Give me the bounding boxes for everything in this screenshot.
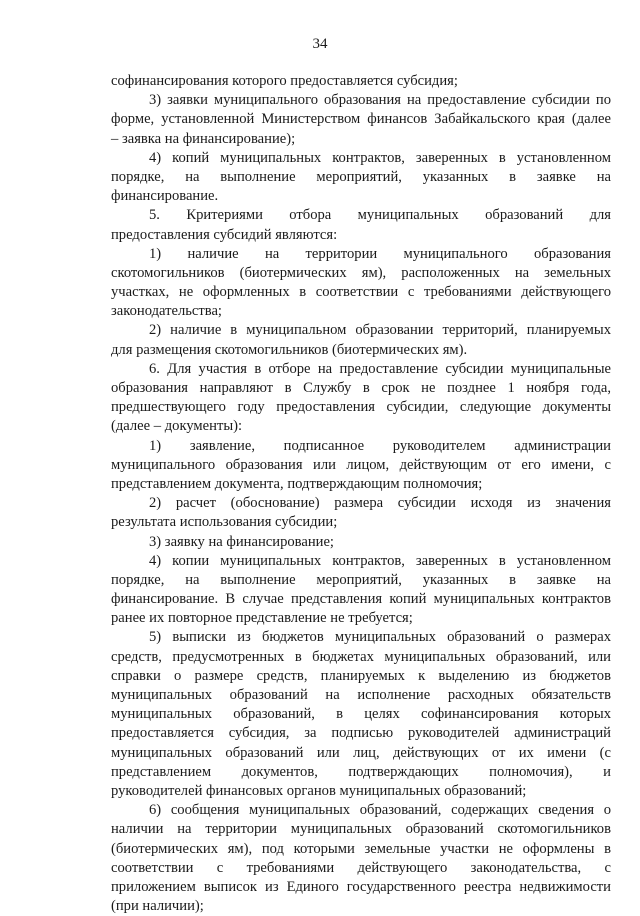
- text-line: – заявка на финансирование);: [111, 130, 296, 147]
- text-line: соответствии с требованиями действующего законодательства, с: [111, 859, 611, 876]
- text-line: 5. Критериями отбора муниципальных образований для: [149, 207, 611, 224]
- text-line: предшествующего году предоставления субсидии, следующие документы: [111, 399, 611, 416]
- text-line: софинансирования которого предоставляется субсидия;: [111, 73, 458, 89]
- text-line: 1) наличие на территории муниципального образования: [149, 245, 611, 262]
- text-line: 1) заявление, подписанное руководителем администрации: [149, 437, 611, 454]
- text-line: порядке, на выполнение мероприятий, указанных в заявке на: [111, 571, 611, 588]
- text-line: наличии на территории муниципальных образований скотомогильников: [111, 821, 611, 838]
- text-line: законодательства;: [111, 303, 222, 320]
- text-line: предоставления субсидий являются:: [111, 226, 338, 243]
- text-line: 2) расчет (обоснование) размера субсидии исходя из значения: [149, 495, 611, 512]
- text-line: представлением документов, подтверждающих полномочия), и: [111, 763, 611, 780]
- document-body: [111, 72, 611, 916]
- text-line: результата использования субсидии;: [111, 514, 338, 531]
- text-line: 6) сообщения муниципальных образований, содержащих сведения о: [149, 802, 611, 819]
- text-line: муниципальных образований на исполнение расходных обязательств: [111, 687, 611, 703]
- text-line: участках, не оформленных в соответствии с требованиями действующего: [111, 284, 611, 301]
- text-line: 6. Для участия в отборе на предоставление субсидии муниципальные: [149, 360, 611, 377]
- text-line: форме, установленной Министерством финансов Забайкальского края (далее: [111, 111, 611, 128]
- text-line: справки о размере средств, планируемых к выделению из бюджетов: [111, 667, 611, 684]
- text-line: финансирование.: [111, 188, 219, 205]
- text-line: 4) копии муниципальных контрактов, заверенных в установленном: [149, 552, 611, 569]
- page-number: 34: [312, 36, 328, 52]
- text-line: 3) заявку на финансирование;: [149, 533, 334, 550]
- text-line: скотомогильников (биотермических ям), расположенных на земельных: [111, 264, 611, 281]
- text-line: 2) наличие в муниципальном образовании территорий, планируемых: [149, 322, 611, 339]
- text-line: представлением документа, подтверждающим полномочия;: [111, 475, 483, 492]
- text-line: для размещения скотомогильников (биотермических ям).: [111, 341, 468, 358]
- text-line: приложением выписок из Единого государственного реестра недвижимости: [111, 878, 611, 895]
- text-line: финансирование. В случае представления копий муниципальных контрактов: [111, 591, 611, 608]
- text-line: (далее – документы):: [111, 418, 243, 435]
- text-line: 4) копий муниципальных контрактов, заверенных в установленном: [149, 149, 611, 166]
- text-line: муниципальных образований, в целях софинансирования которых: [111, 706, 611, 723]
- text-line: (при наличии);: [111, 898, 204, 915]
- text-line: (биотермических ям), под которыми земельные участки не оформлены в: [111, 840, 611, 857]
- text-line: порядке, на выполнение мероприятий, указанных в заявке на: [111, 168, 611, 185]
- text-line: муниципального образования или лицом, действующим от его имени, с: [111, 456, 611, 473]
- text-line: муниципальных образований или лиц, действующих от их имени (с: [111, 744, 611, 761]
- text-line: образования направляют в Службу в срок не позднее 1 ноября года,: [111, 380, 611, 396]
- text-line: ранее их повторное представление не требуется;: [111, 610, 413, 627]
- text-line: руководителей финансовых органов муниципальных образований;: [111, 782, 527, 799]
- text-line: 5) выписки из бюджетов муниципальных образований о размерах: [149, 629, 611, 646]
- text-line: 3) заявки муниципального образования на предоставление субсидии по: [149, 92, 611, 109]
- text-line: средств, предусмотренных в бюджетах муниципальных образований, или: [111, 648, 611, 665]
- text-line: предоставляется субсидия, за подписью руководителей администраций: [111, 725, 611, 742]
